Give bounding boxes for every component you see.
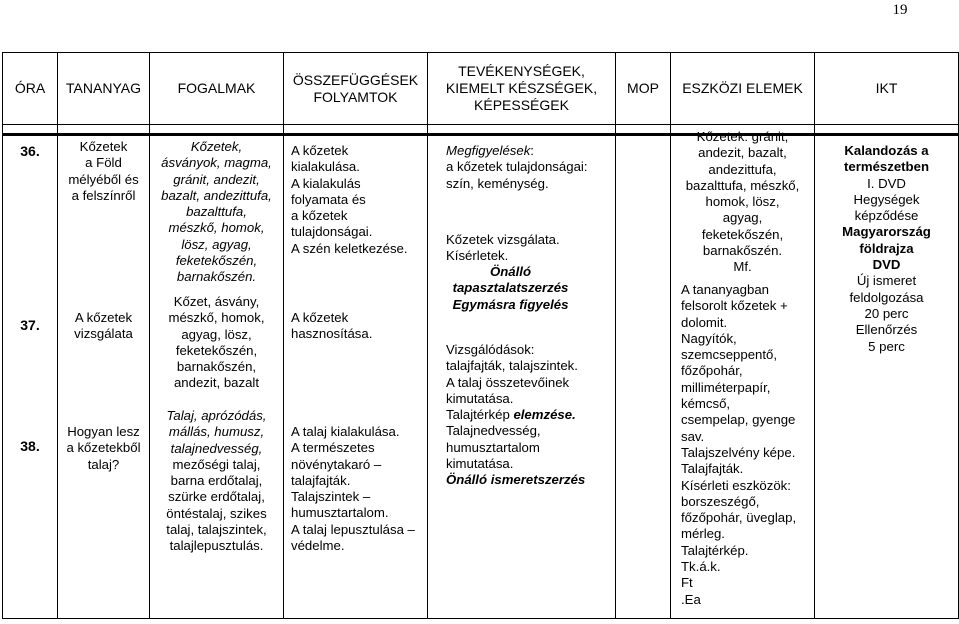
activity-line: humusztartalom [446, 439, 540, 455]
concept-line: Kőzet, ásvány, [173, 294, 260, 309]
tool-line: borszeszégő, [681, 493, 760, 509]
header-eszkozi-elemek: ESZKÖZI ELEMEK [671, 53, 815, 125]
ora-cell [3, 135, 58, 619]
concept-line: barnakőszén, [176, 359, 257, 375]
activity-line: kimutatása. [446, 456, 514, 472]
tananyag-cell [58, 135, 150, 619]
tool-line: főzőpohár, üveglap, [681, 510, 797, 526]
relation-line: növénytakaró – [291, 456, 382, 472]
osszefuggesek-cell [284, 135, 428, 619]
colon: : [530, 143, 534, 158]
activity-line: tapasztalatszerzés [452, 280, 569, 296]
concept-line: talaj, talajszintek, [166, 522, 267, 538]
concept-line: barna erdőtalaj, [170, 473, 263, 489]
tool-line: A tananyagban [681, 282, 769, 297]
relation-line: a kőzetek [291, 208, 348, 224]
tool-line: szemcseppentő, [681, 347, 778, 363]
concept-line: mállás, humusz, [168, 424, 265, 440]
concepts-block [150, 294, 283, 392]
relations-block [291, 424, 427, 554]
concept-line: feketekőszén, [175, 342, 258, 358]
relation-line: humusztartalom. [291, 505, 389, 521]
tool-line: andezit, bazalt, [698, 145, 787, 161]
relation-line: folyamata és [291, 191, 366, 207]
relation-line: A természetes [291, 440, 375, 456]
ikt-line: Új ismeret [856, 273, 917, 289]
relation-line: A szén keletkezése. [291, 240, 408, 256]
ikt-line: 20 perc [864, 305, 909, 321]
ikt-line: földrajza [859, 240, 914, 256]
separator-row [3, 125, 959, 135]
tool-line: Nagyítók, [681, 330, 737, 346]
tool-line: Kísérleti eszközök: [681, 477, 791, 493]
relation-line: kialakulása. [291, 159, 360, 175]
topic-line: a kőzetekből [66, 440, 141, 456]
tool-line: .Ea [681, 591, 701, 607]
ikt-line: Hegységek [853, 191, 920, 207]
relation-line: A talaj kialakulása. [291, 424, 400, 439]
lesson-topic [58, 310, 149, 343]
header-tananyag: TANANYAG [58, 53, 150, 125]
tool-line: milliméterpapír, [681, 379, 771, 395]
concept-line: mészkő, homok, [168, 220, 265, 236]
tool-line: feketekőszén, [701, 226, 784, 242]
header-line: KÉPESSÉGEK [474, 97, 569, 113]
concepts-block [150, 139, 283, 286]
tool-line: Talajszelvény képe. [681, 444, 796, 460]
relation-line: talajfajták. [291, 472, 351, 488]
concept-line: szürke erdőtalaj, [168, 489, 265, 505]
topic-line: Kőzetek [79, 139, 128, 154]
relations-block [291, 143, 427, 257]
concept-line: bazalt, andezittufa, [161, 187, 272, 203]
tool-line: felsorolt kőzetek + [681, 298, 788, 314]
lesson-plan-table [2, 52, 959, 619]
activities-block [428, 264, 593, 313]
activity-line: Önálló ismeretszerzés [446, 472, 586, 488]
tool-line: Ft [681, 575, 693, 591]
ikt-line: Ellenőrzés [855, 322, 918, 338]
page-number: 19 [892, 2, 908, 18]
topic-line: mélyéből és [68, 171, 139, 187]
tool-line: Talajtérkép. [681, 542, 749, 558]
relation-line: tulajdonságai. [291, 224, 373, 240]
map-analysis: elemzése. [513, 407, 576, 423]
activity-line: kimutatása. [446, 390, 514, 406]
header-line: KIEMELT KÉSZSÉGEK, [445, 80, 598, 96]
ikt-line: képződése [854, 208, 919, 224]
tool-line: dolomit. [681, 314, 728, 330]
concept-line: talajlepusztulás. [169, 538, 264, 554]
relation-line: A kőzetek [291, 143, 349, 158]
topic-line: A kőzetek [74, 310, 133, 325]
activity-line: Vizsgálódások: [446, 342, 535, 357]
concept-line: öntéstalaj, szikes [166, 505, 267, 521]
topic-line: talaj? [87, 456, 120, 472]
observations-label: Megfigyelések [446, 143, 531, 158]
relation-line: hasznosítása. [291, 326, 373, 342]
activity-line: Kőzetek vizsgálata. [446, 232, 560, 247]
concept-line: agyag, lösz, [181, 326, 252, 342]
activity-line: talajfajták, talajszintek. [446, 358, 578, 374]
activities-block [446, 232, 615, 265]
map-label: Talajtérkép [446, 407, 514, 423]
relation-line: A talaj lepusztulása – [291, 521, 415, 537]
concept-line: mezőségi talaj, [172, 456, 261, 472]
header-fogalmak: FOGALMAK [150, 53, 284, 125]
header-line: FOLYAMTOK [313, 88, 398, 105]
tool-line: főzőpohár, [681, 363, 743, 379]
concept-line: talajnedvesség, [170, 440, 263, 456]
header-line: ÖSSZEFÜGGÉSEK [292, 71, 419, 88]
activities-block [446, 342, 615, 489]
tool-line: sav. [681, 428, 705, 444]
concept-line: bazalttufa, [186, 204, 247, 220]
ikt-line: Magyarország [842, 224, 931, 240]
tools-block [671, 129, 814, 276]
lesson-number: 36. [20, 143, 40, 159]
fogalmak-cell [150, 135, 284, 619]
tool-line: Talajfajták. [681, 461, 744, 477]
concept-line: andezit, bazalt [173, 375, 260, 391]
concept-line: lösz, agyag, [181, 236, 252, 252]
tool-line: csempelap, gyenge [681, 412, 796, 428]
topic-line: Hogyan lesz [67, 424, 140, 439]
header-osszefuggesek [284, 53, 428, 125]
activity-line: Kísérletek. [446, 248, 509, 264]
lesson-topic [58, 424, 149, 473]
activity-line: szín, keménység. [446, 175, 549, 191]
lesson-topic [58, 139, 149, 204]
lesson-number: 38. [20, 438, 40, 454]
lessons-row [3, 135, 959, 619]
tool-line: kémcső, [681, 396, 731, 412]
activity-line: A talaj összetevőinek [446, 374, 570, 390]
concept-line: mészkő, homok, [168, 310, 265, 326]
activity-line: a kőzetek tulajdonságai: [446, 159, 588, 175]
tool-line: Tk.á.k. [681, 559, 721, 575]
topic-line: a felszínről [71, 187, 136, 203]
concept-line: barnakőszén. [176, 269, 257, 285]
tool-line: Kőzetek: gránit, [696, 129, 789, 144]
ikt-block [815, 143, 958, 355]
relation-line: védelme. [291, 538, 345, 554]
tools-block [681, 282, 814, 608]
ikt-line: DVD [872, 257, 901, 273]
eszkozi-elemek-cell [671, 129, 815, 619]
tool-line: mérleg. [681, 526, 725, 542]
relation-line: Talajszintek – [291, 489, 371, 505]
header-line: TEVÉKENYSÉGEK, [458, 63, 585, 79]
ikt-line: 5 perc [868, 338, 905, 354]
activity-line [446, 143, 615, 159]
ikt-line: természetben [843, 159, 930, 175]
relations-block [291, 310, 427, 343]
header-tevekenysegek [428, 53, 616, 125]
tool-line: Mf. [733, 259, 752, 275]
concept-line: Kőzetek, [190, 139, 243, 154]
concept-line: Talaj, aprózódás, [166, 408, 267, 423]
header-ora: ÓRA [3, 53, 58, 125]
relation-line: A kialakulás [291, 175, 361, 191]
activity-line: Egymásra figyelés [452, 296, 569, 312]
concepts-block [150, 408, 283, 555]
header-row [3, 53, 959, 125]
activity-line: Talajnedvesség, [446, 423, 541, 439]
ikt-line: Kalandozás a [844, 143, 929, 158]
tool-line: homok, lösz, [705, 194, 780, 210]
tool-line: agyag, [722, 210, 763, 226]
activities-block [446, 143, 615, 192]
activity-line: Önálló [489, 264, 532, 279]
concept-line: ásványok, magma, [161, 155, 272, 171]
relation-line: A kőzetek [291, 310, 349, 325]
concept-line: feketekőszén, [175, 253, 258, 269]
mop-cell [616, 135, 671, 619]
ikt-line: I. DVD [867, 175, 906, 191]
ikt-line: feldolgozása [849, 289, 924, 305]
tool-line: andezittufa, [708, 161, 777, 177]
tool-line: barnakőszén. [702, 243, 783, 259]
header-ikt: IKT [815, 53, 959, 125]
tevekenysegek-cell [428, 135, 616, 619]
activity-line [446, 407, 615, 423]
concept-line: gránit, andezit, [173, 171, 260, 187]
topic-line: vizsgálata [74, 326, 133, 342]
lesson-number: 37. [20, 317, 40, 333]
tool-line: bazalttufa, mészkő, [685, 177, 800, 193]
ikt-cell [815, 135, 959, 619]
header-mop: MOP [616, 53, 671, 125]
topic-line: a Föld [85, 155, 122, 171]
